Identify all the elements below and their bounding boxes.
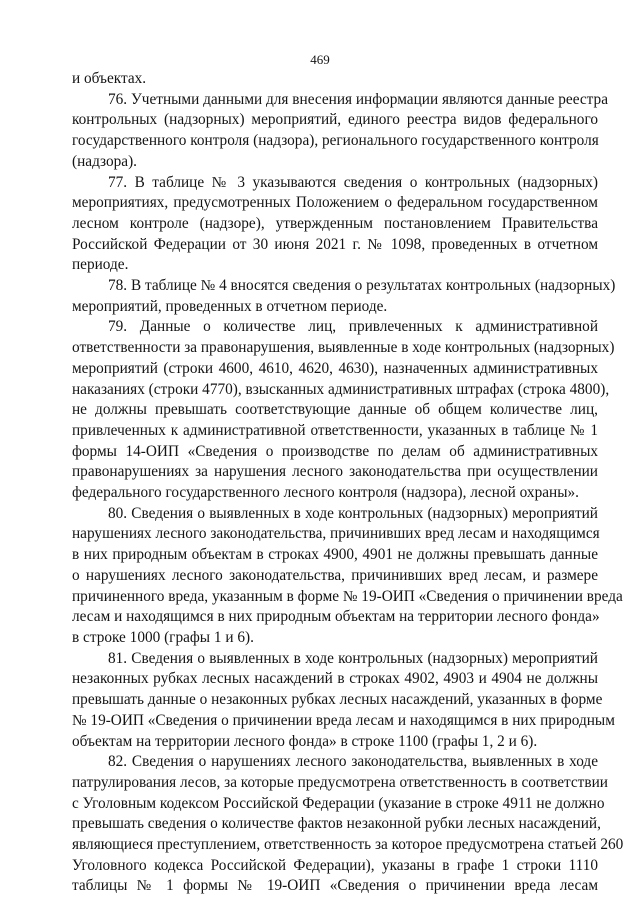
text-line: федерального государственного лесного контроля (надзора), лесной охраны». [72, 484, 579, 502]
text-line: ответственности за правонарушения, выявленные в ходе контрольных (надзорных) [72, 339, 615, 357]
text-line: лесном контроле (надзоре), утвержденным постановлением Правительства [72, 214, 598, 232]
text-line: 82. Сведения о нарушениях лесного законодательства, выявленных в ходе [108, 753, 598, 771]
text-line: и объектах. [72, 70, 147, 87]
text-line: № 19-ОИП «Сведения о причинении вреда лесам и находящимся в них природным [72, 711, 615, 729]
text-line: незаконных рубках лесных насаждений в строках 4902, 4903 и 4904 не должны [72, 670, 598, 688]
text-line: в них природным объектам в строках 4900, 4901 не должны превышать данные [72, 546, 598, 564]
text-line: наказаниях (строки 4770), взысканных административных штрафах (строка 4800), [72, 380, 610, 398]
text-line: 79. Данные о количестве лиц, привлеченных к административной [108, 318, 598, 336]
text-line: мероприятиях, предусмотренных Положением о федеральном государственном [72, 194, 598, 212]
text-line: правонарушениях за нарушения лесного законодательства при осуществлении [72, 463, 598, 481]
text-line: не должны превышать соответствующие данные об общем количестве лиц, [72, 401, 598, 419]
text-line: в строке 1000 (графы 1 и 6). [72, 628, 254, 646]
text-line: мероприятий (строки 4600, 4610, 4620, 4630), назначенных административных [72, 359, 598, 377]
text-line: (надзора). [72, 152, 137, 170]
text-line: мероприятий, проведенных в отчетном периоде. [72, 297, 388, 315]
text-line: превышать данные о незаконных рубках лесных насаждений, указанных в форме [72, 691, 603, 709]
text-line: превышать сведения о количестве фактов незаконной рубки лесных насаждений, [72, 815, 601, 833]
text-line: 77. В таблице № 3 указываются сведения о контрольных (надзорных) [108, 173, 598, 191]
text-line: лесам и находящимся в них природным объектам на территории лесного фонда» [72, 608, 600, 626]
text-line: нарушениях лесного законодательства, причинивших вред лесам и находящимся [72, 525, 600, 543]
text-line: таблицы № 1 формы № 19-ОИП «Сведения о причинении вреда лесам [72, 877, 598, 895]
text-line: 76. Учетными данными для внесения информации являются данные реестра [108, 90, 608, 108]
text-line: Российской Федерации от 30 июня 2021 г. № 1098, проведенных в отчетном [72, 235, 598, 253]
text-line: периоде. [72, 256, 129, 274]
body-text [72, 69, 624, 897]
text-line: о нарушениях лесного законодательства, причинивших вред лесам, и размере [72, 566, 598, 584]
text-line: патрулирования лесов, за которые предусмотрена ответственность в соответствии [72, 773, 608, 791]
text-line: с Уголовным кодексом Российской Федерации (указание в строке 4911 не должно [72, 794, 605, 812]
text-line: причиненного вреда, указанным в форме № 19-ОИП «Сведения о причинении вреда [72, 587, 623, 605]
text-line: 78. В таблице № 4 вносятся сведения о результатах контрольных (надзорных) [108, 277, 616, 295]
text-line: Уголовного кодекса Российской Федерации), указаны в графе 1 строки 1110 [72, 856, 598, 874]
text-line: объектам на территории лесного фонда» в строке 1100 (графы 1, 2 и 6). [72, 732, 538, 750]
text-line: являющиеся преступлением, ответственность за которое предусмотрена статьей 260 [72, 836, 624, 854]
text-line: 80. Сведения о выявленных в ходе контрольных (надзорных) мероприятий [108, 504, 598, 522]
text-line: контрольных (надзорных) мероприятий, единого реестра видов федерального [72, 111, 598, 129]
text-line: формы 14-ОИП «Сведения о производстве по делам об административных [72, 442, 598, 460]
text-line: привлеченных к административной ответственности, указанных в таблице № 1 [72, 421, 598, 439]
page-number: 469 [310, 52, 330, 67]
text-line: государственного контроля (надзора), регионального государственного контроля [72, 132, 599, 150]
text-line: 81. Сведения о выявленных в ходе контрольных (надзорных) мероприятий [108, 649, 598, 667]
